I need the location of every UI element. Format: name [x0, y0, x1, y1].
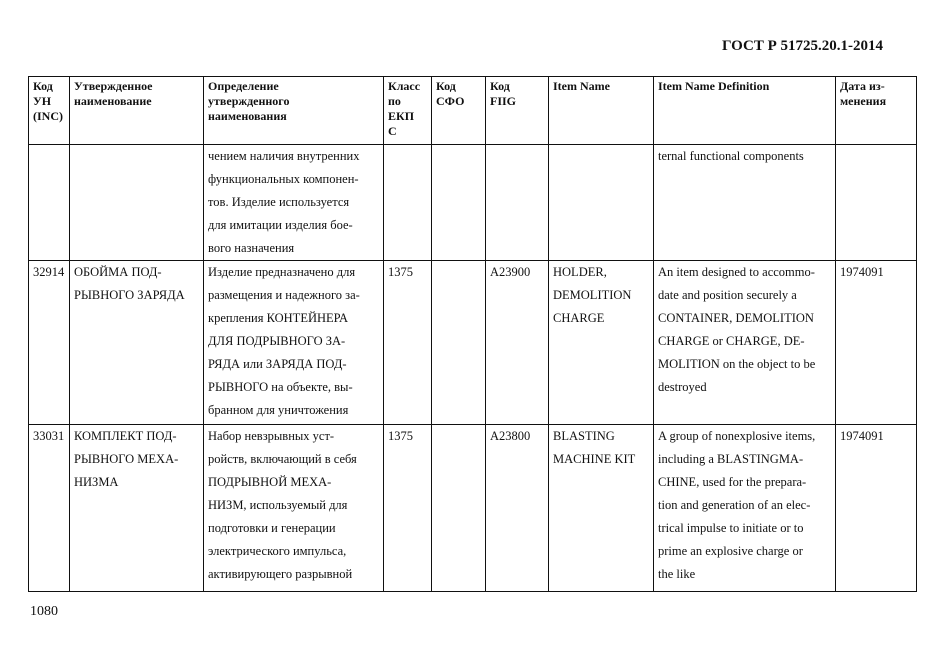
cell-code: [29, 145, 70, 261]
cell-item-definition: An item designed to accommo- date and position securely a CONTAINER, DEMOLITION CHARGE or CHARGE, DE- MOLITION on the object to be destroyed: [654, 261, 836, 425]
cell-class: 1375: [384, 261, 432, 425]
cell-definition: Изделие предназначено для размещения и надежного за- крепления КОНТЕЙНЕРА ДЛЯ ПОДРЫВНОГО ЗА- РЯДА или ЗАРЯДА ПОД- РЫВНОГО на объекте, вы- бранном для уничтожения: [204, 261, 384, 425]
col-header-approved-name: Утвержденное наименование: [70, 77, 204, 145]
cell-name: КОМПЛЕКТ ПОД- РЫВНОГО МЕХА- НИЗМА: [70, 425, 204, 592]
cell-fiig: A23900: [486, 261, 549, 425]
col-header-item-definition: Item Name Definition: [654, 77, 836, 145]
cell-item-definition: A group of nonexplosive items, including a BLASTINGMA- CHINE, used for the prepara- tion and generation of an elec- trical impulse to initiate or to prime an explosive charge or the like: [654, 425, 836, 592]
col-header-definition: Определение утвержденного наименования: [204, 77, 384, 145]
col-header-inc: Код УН (INC): [29, 77, 70, 145]
cell-item-name: [549, 145, 654, 261]
cell-code: 32914: [29, 261, 70, 425]
cell-fiig: [486, 145, 549, 261]
table-row: [29, 145, 917, 261]
cell-item-name: BLASTING MACHINE KIT: [549, 425, 654, 592]
cell-name: [70, 145, 204, 261]
cell-code: 33031: [29, 425, 70, 592]
table-header-row: [29, 77, 917, 145]
cell-definition: Набор невзрывных уст- ройств, включающий в себя ПОДРЫВНОЙ МЕХА- НИЗМ, используемый для подготовки и генерации электрического импульса, активирующего разрывной: [204, 425, 384, 592]
cell-sfo: [432, 425, 486, 592]
standard-designation: ГОСТ Р 51725.20.1-2014: [722, 38, 884, 54]
table-row: [29, 261, 917, 425]
cell-definition: чением наличия внутренних функциональных компонен- тов. Изделие используется для имитации изделия бое- вого назначения: [204, 145, 384, 261]
col-header-sfo: Код СФО: [432, 77, 486, 145]
table-row: [29, 425, 917, 592]
col-header-class: Класс по ЕКП С: [384, 77, 432, 145]
cell-date: 1974091: [836, 425, 917, 592]
catalog-table: [28, 76, 917, 592]
cell-name: ОБОЙМА ПОД- РЫВНОГО ЗАРЯДА: [70, 261, 204, 425]
col-header-change-date: Дата из- менения: [836, 77, 917, 145]
cell-class: 1375: [384, 425, 432, 592]
cell-class: [384, 145, 432, 261]
cell-item-definition: ternal functional components: [654, 145, 836, 261]
col-header-item-name: Item Name: [549, 77, 654, 145]
col-header-fiig: Код FIIG: [486, 77, 549, 145]
page-number: 1080: [30, 604, 58, 619]
cell-date: [836, 145, 917, 261]
cell-sfo: [432, 261, 486, 425]
cell-date: 1974091: [836, 261, 917, 425]
cell-sfo: [432, 145, 486, 261]
cell-fiig: A23800: [486, 425, 549, 592]
cell-item-name: HOLDER, DEMOLITION CHARGE: [549, 261, 654, 425]
